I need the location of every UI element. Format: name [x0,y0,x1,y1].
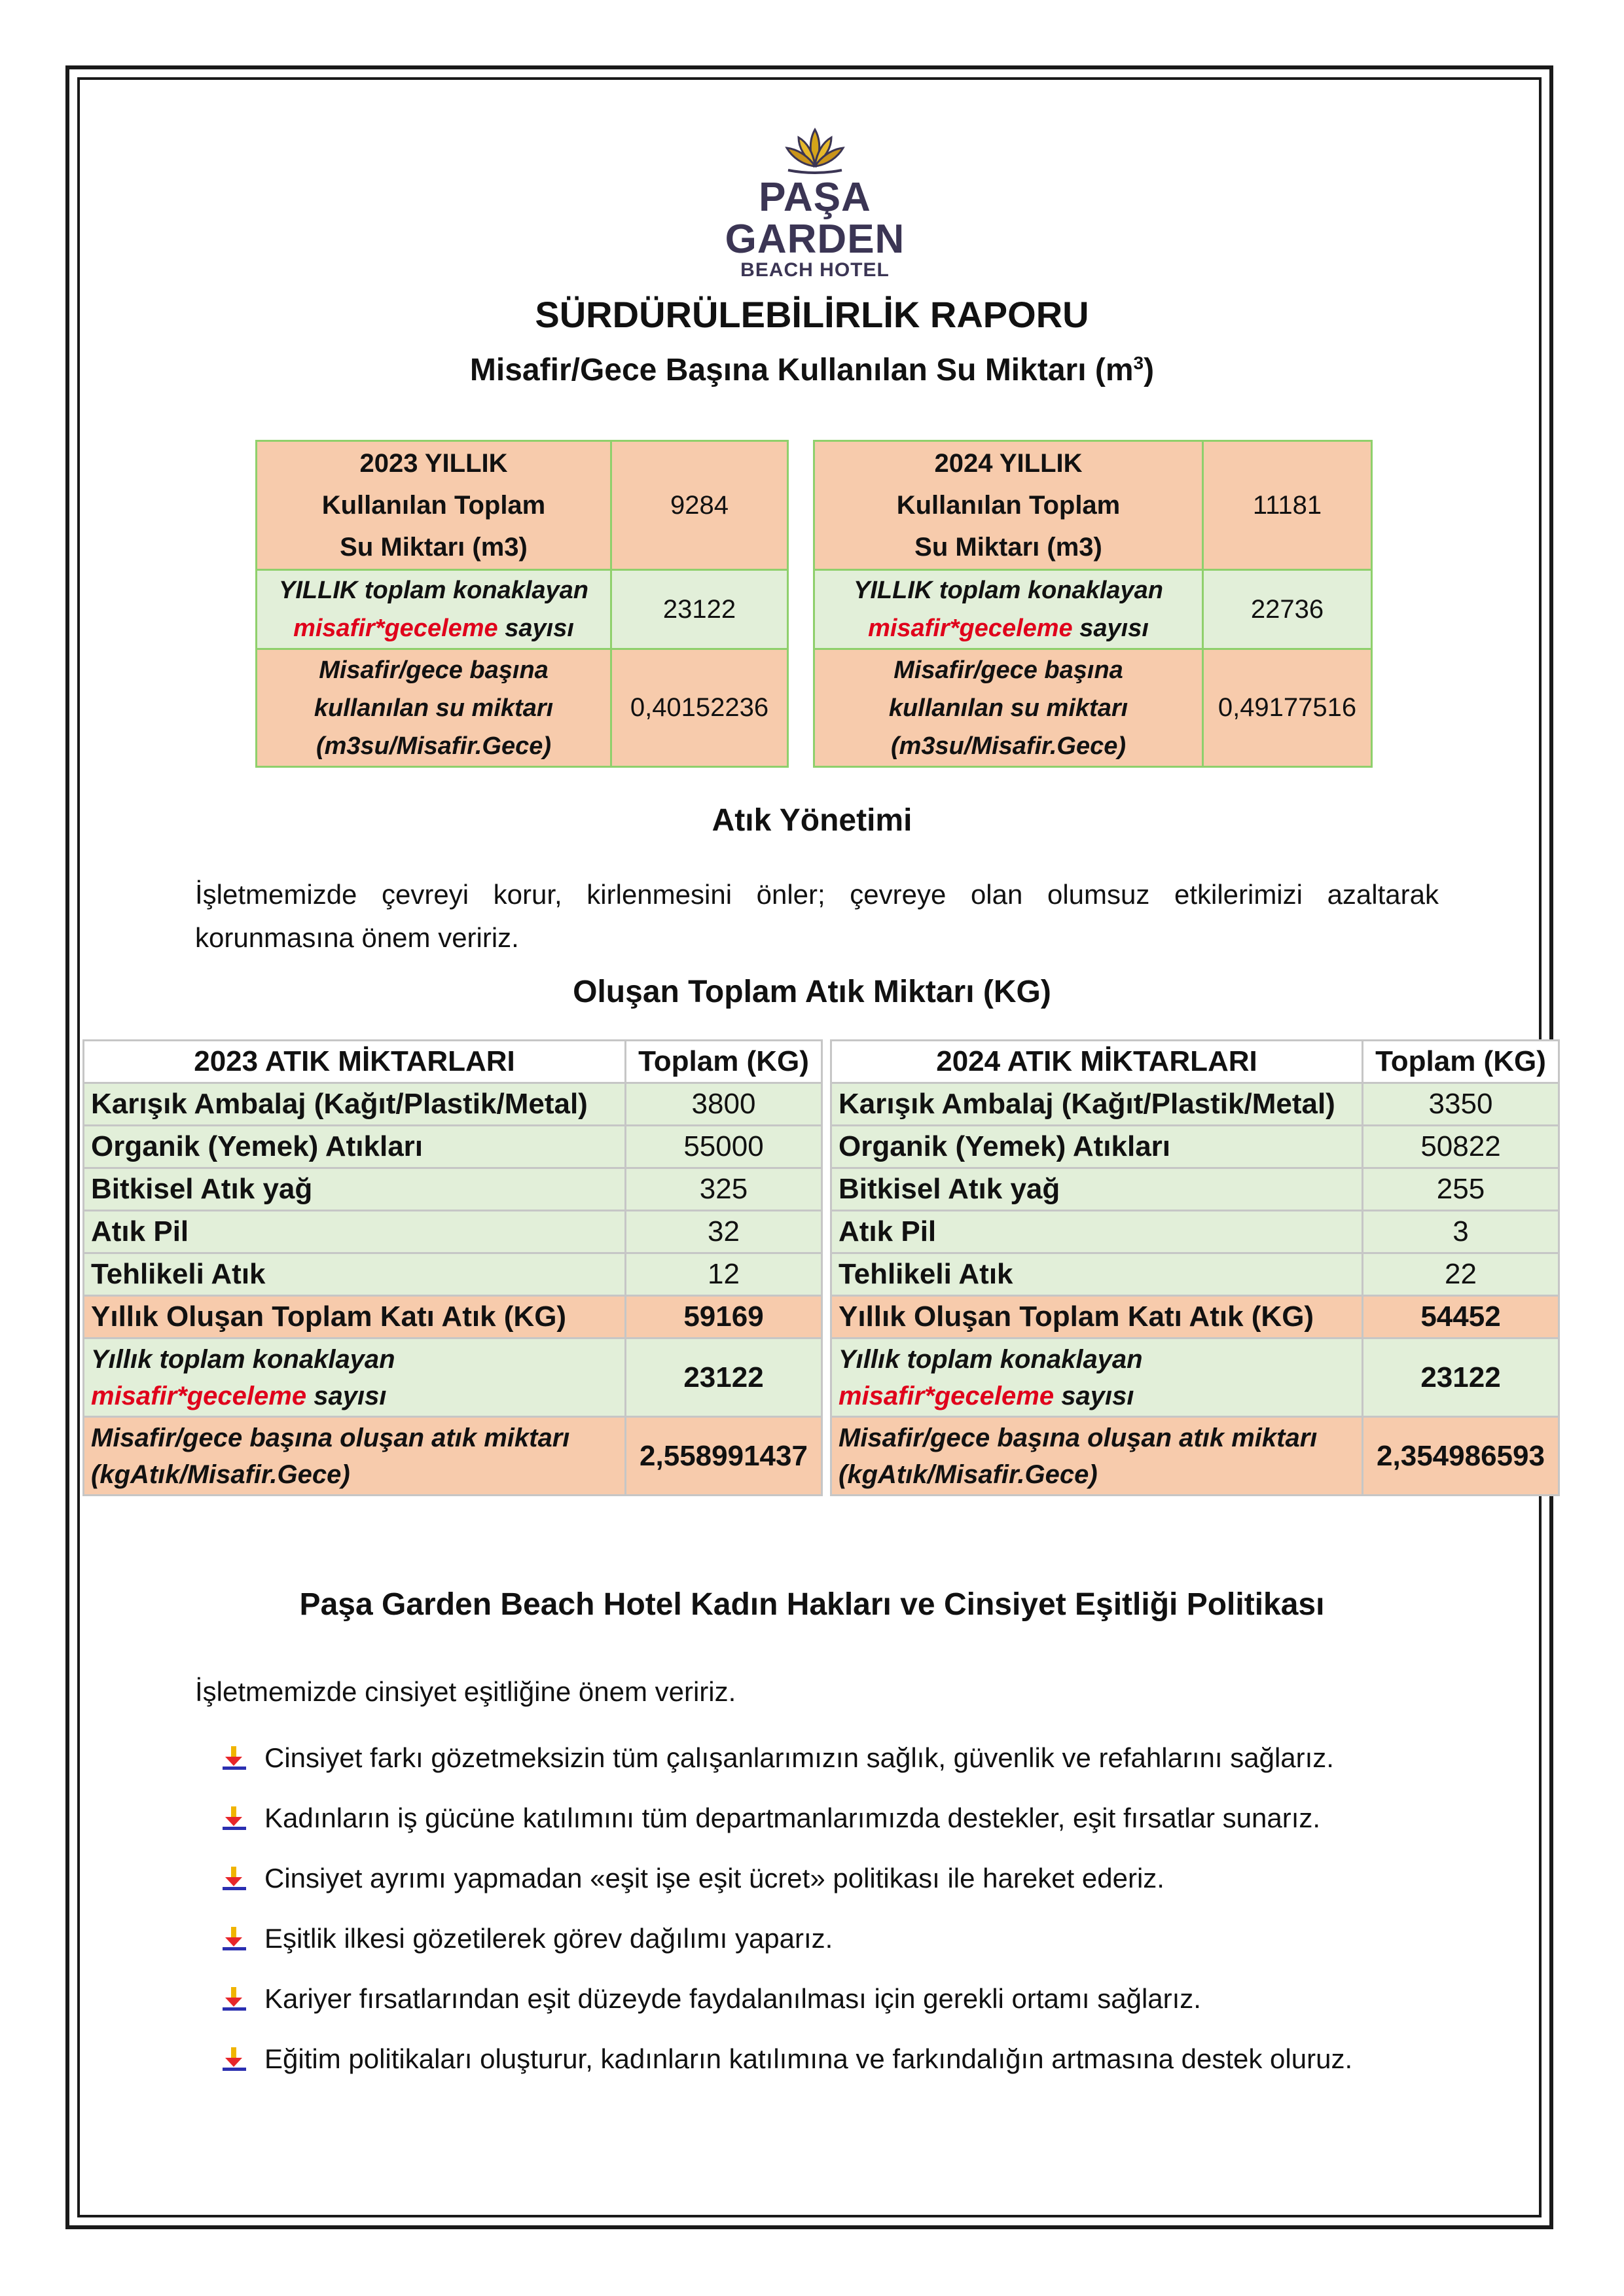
logo-name: PAŞA GARDEN [725,175,905,262]
waste-row-label: Organik (Yemek) Atıkları [84,1126,626,1168]
waste-row-label: Organik (Yemek) Atıkları [831,1126,1363,1168]
waste-row-value: 22 [1363,1253,1559,1296]
waste-row-value: 55000 [626,1126,822,1168]
waste-row-label: Tehlikeli Atık [831,1253,1363,1296]
waste-table-2023 [82,1039,823,1496]
waste-row-label: Atık Pil [84,1211,626,1253]
list-item: Cinsiyet farkı gözetmeksizin tüm çalışanlarımızın sağlık, güvenlik ve refahlarını sağlarız. [221,1728,1498,1788]
waste-table-header: 2024 ATIK MİKTARLARI [831,1041,1363,1083]
waste-row-label: Tehlikeli Atık [84,1253,626,1296]
waste-total-header: Toplam (KG) [1363,1041,1559,1083]
waste-row-label: Atık Pil [831,1211,1363,1253]
arrow-bullet-icon [221,1745,247,1771]
water-table-2023 [255,440,789,768]
list-item: Cinsiyet ayrımı yapmadan «eşit işe eşit ücret» politikası ile hareket ederiz. [221,1848,1498,1909]
water-total-value: 11181 [1203,441,1372,570]
waste-row-value: 12 [626,1253,822,1296]
arrow-bullet-icon [221,1986,247,2012]
arrow-bullet-icon [221,1805,247,1831]
waste-row-label: Bitkisel Atık yağ [84,1168,626,1211]
water-table-2024 [813,440,1373,768]
list-item: Kadınların iş gücüne katılımını tüm departmanlarımızda destekler, eşit fırsatlar sunarız. [221,1788,1498,1848]
waste-row-label: Karışık Ambalaj (Kağıt/Plastik/Metal) [831,1083,1363,1126]
annual-waste-label: Yıllık Oluşan Toplam Katı Atık (KG) [831,1296,1363,1338]
waste-guests-label: Yıllık toplam konaklayan misafir*geceleme sayısı [84,1338,626,1417]
waste-row-value: 3 [1363,1211,1559,1253]
waste-guests-value: 23122 [1363,1338,1559,1417]
water-per-guest-value: 0,40152236 [611,649,788,767]
waste-per-guest-label: Misafir/gece başına oluşan atık miktarı (kgAtık/Misafir.Gece) [84,1417,626,1496]
water-guests-label: YILLIK toplam konaklayan misafir*geceleme sayısı [814,570,1203,649]
water-total-label: 2024 YILLIK Kullanılan Toplam Su Miktarı (m3) [814,441,1203,570]
waste-total-header: Toplam (KG) [626,1041,822,1083]
list-item: Eğitim politikaları oluşturur, kadınların katılımına ve farkındalığın artmasına destek oluruz. [221,2029,1498,2089]
waste-row-value: 32 [626,1211,822,1253]
logo-subtitle: BEACH HOTEL [740,259,890,281]
water-per-guest-label: Misafir/gece başına kullanılan su miktarı (m3su/Misafir.Gece) [814,649,1203,767]
waste-per-guest-value: 2,354986593 [1363,1417,1559,1496]
waste-per-guest-value: 2,558991437 [626,1417,822,1496]
waste-row-value: 3800 [626,1083,822,1126]
annual-waste-value: 59169 [626,1296,822,1338]
hotel-logo [681,124,949,281]
waste-per-guest-label: Misafir/gece başına oluşan atık miktarı (kgAtık/Misafir.Gece) [831,1417,1363,1496]
waste-row-value: 50822 [1363,1126,1559,1168]
arrow-bullet-icon [221,1865,247,1892]
water-total-label: 2023 YILLIK Kullanılan Toplam Su Miktarı (m3) [257,441,611,570]
annual-waste-label: Yıllık Oluşan Toplam Katı Atık (KG) [84,1296,626,1338]
water-total-value: 9284 [611,441,788,570]
water-per-guest-value: 0,49177516 [1203,649,1372,767]
waste-table-header: 2023 ATIK MİKTARLARI [84,1041,626,1083]
waste-paragraph: İşletmemizde çevreyi korur, kirlenmesini önler; çevreye olan olumsuz etkilerimizi azaltarak korunmasına önem veririz. [195,879,1439,953]
arrow-bullet-icon [221,2046,247,2072]
policy-intro: İşletmemizde cinsiyet eşitliğine önem veririz. [195,1676,736,1707]
waste-guests-value: 23122 [626,1338,822,1417]
policy-heading: Paşa Garden Beach Hotel Kadın Hakları ve Cinsiyet Eşitliği Politikası [299,1587,1325,1622]
water-guests-value: 23122 [611,570,788,649]
lotus-icon [779,124,851,177]
water-heading: Misafir/Gece Başına Kullanılan Su Miktarı $(m^3)$ [469,353,1155,387]
water-per-guest-label: Misafir/gece başına kullanılan su miktarı (m3su/Misafir.Gece) [257,649,611,767]
annual-waste-value: 54452 [1363,1296,1559,1338]
waste-table-2024 [830,1039,1560,1496]
water-guests-label: YILLIK toplam konaklayan misafir*geceleme sayısı [257,570,611,649]
waste-row-value: 255 [1363,1168,1559,1211]
waste-row-value: 3350 [1363,1083,1559,1126]
waste-total-heading: Oluşan Toplam Atık Miktarı (KG) [573,975,1051,1009]
waste-row-label: Bitkisel Atık yağ [831,1168,1363,1211]
policy-bullet-list [221,1728,1498,2089]
waste-management-heading: Atık Yönetimi [712,803,912,838]
waste-row-label: Karışık Ambalaj (Kağıt/Plastik/Metal) [84,1083,626,1126]
waste-guests-label: Yıllık toplam konaklayan misafir*geceleme sayısı [831,1338,1363,1417]
report-title: SÜRDÜRÜLEBİLİRLİK RAPORU [535,294,1089,335]
arrow-bullet-icon [221,1926,247,1952]
waste-row-value: 325 [626,1168,822,1211]
list-item: Eşitlik ilkesi gözetilerek görev dağılımı yaparız. [221,1909,1498,1969]
list-item: Kariyer fırsatlarından eşit düzeyde faydalanılması için gerekli ortamı sağlarız. [221,1969,1498,2029]
water-guests-value: 22736 [1203,570,1372,649]
